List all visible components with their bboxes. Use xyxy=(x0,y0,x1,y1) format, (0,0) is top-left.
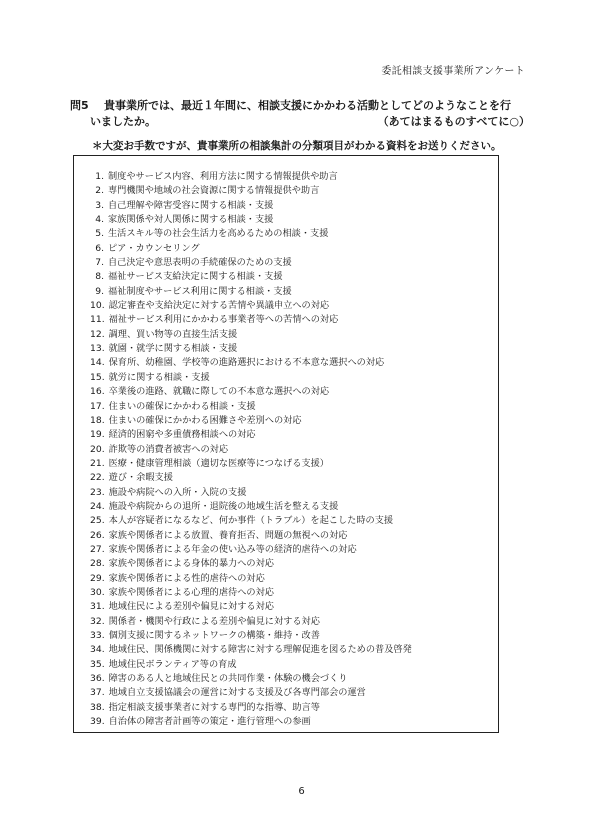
option-number: 16. xyxy=(90,386,105,398)
survey-header: 委託相談支援事業所アンケート xyxy=(381,66,525,77)
option-item[interactable] xyxy=(90,586,498,600)
question-block xyxy=(70,98,530,130)
option-number: 11. xyxy=(90,314,105,326)
page-number: 6 xyxy=(298,786,305,797)
option-number: 36. xyxy=(90,673,105,685)
option-number: 30. xyxy=(90,586,105,598)
option-text: 家族や関係者による性的虐待への対応 xyxy=(108,572,265,584)
option-text: 経済的困窮や多重債務相談への対応 xyxy=(108,429,256,441)
option-number: 19. xyxy=(90,429,105,441)
option-item[interactable] xyxy=(90,572,498,586)
option-item[interactable] xyxy=(90,457,498,471)
option-number: 5. xyxy=(95,228,104,240)
request-note: ＊大変お手数ですが、貴事業所の相談集計の分類項目がわかる資料をお送りください。 xyxy=(92,140,502,152)
option-item[interactable] xyxy=(90,529,498,543)
option-number: 29. xyxy=(90,572,105,584)
option-text: 家族や関係者による身体的暴力への対応 xyxy=(108,558,274,570)
option-number: 25. xyxy=(90,515,105,527)
option-number: 4. xyxy=(95,214,104,226)
option-item[interactable] xyxy=(90,715,498,729)
option-item[interactable] xyxy=(90,701,498,715)
option-text: 関係者・機関や行政による差別や偏見に対する対応 xyxy=(108,615,320,627)
option-number: 9. xyxy=(95,285,104,297)
option-item[interactable] xyxy=(90,615,498,629)
option-item[interactable] xyxy=(90,686,498,700)
option-text: 保育所、幼稚園、学校等の進路選択における不本意な選択への対応 xyxy=(108,357,385,369)
option-number: 12. xyxy=(90,328,105,340)
options-list xyxy=(74,156,498,729)
option-text: 卒業後の進路、就職に際しての不本意な選択への対応 xyxy=(108,386,330,398)
option-text: 自己理解や障害受容に関する相談・支援 xyxy=(108,199,274,211)
option-item[interactable] xyxy=(90,658,498,672)
option-item[interactable] xyxy=(90,371,498,385)
question-text-2: いましたか。 xyxy=(90,115,156,128)
option-number: 24. xyxy=(90,500,105,512)
option-number: 22. xyxy=(90,472,105,484)
option-number: 18. xyxy=(90,414,105,426)
option-text: 住まいの確保にかかわる困難さや差別への対応 xyxy=(108,414,302,426)
option-text: 遊び・余暇支援 xyxy=(108,472,173,484)
question-text-1: 貴事業所では、最近１年間に、相談支援にかかわる活動としてどのようなことを行 xyxy=(104,99,511,112)
question-line-2 xyxy=(70,114,530,130)
option-number: 37. xyxy=(90,687,105,699)
option-item[interactable] xyxy=(90,170,498,184)
option-text: 地域住民による差別や偏見に対する対応 xyxy=(108,601,274,613)
option-text: 自治体の障害者計画等の策定・進行管理への参画 xyxy=(108,716,311,728)
option-number: 6. xyxy=(95,242,104,254)
option-number: 35. xyxy=(90,658,105,670)
option-number: 15. xyxy=(90,371,105,383)
option-text: 家族や関係者による心理的虐待への対応 xyxy=(108,586,274,598)
option-number: 7. xyxy=(95,257,104,269)
option-text: 施設や病院への入所・入院の支援 xyxy=(108,486,247,498)
option-text: 専門機関や地域の社会資源に関する情報提供や助言 xyxy=(108,185,320,197)
option-text: 施設や病院からの退所・退院後の地域生活を整える支援 xyxy=(108,500,339,512)
option-item[interactable] xyxy=(90,242,498,256)
option-number: 20. xyxy=(90,443,105,455)
option-text: 福祉サービス支給決定に関する相談・支援 xyxy=(108,271,283,283)
option-item[interactable] xyxy=(90,629,498,643)
option-text: 本人が容疑者になるなど、何か事件（トラブル）を起こした時の支援 xyxy=(108,515,394,527)
option-item[interactable] xyxy=(90,471,498,485)
options-box xyxy=(73,155,499,733)
option-item[interactable] xyxy=(90,342,498,356)
option-text: 地域自立支援協議会の運営に対する支援及び各専門部会の運営 xyxy=(108,687,366,699)
option-item[interactable] xyxy=(90,414,498,428)
option-text: 就労に関する相談・支援 xyxy=(108,371,210,383)
option-item[interactable] xyxy=(90,672,498,686)
option-item[interactable] xyxy=(90,443,498,457)
question-instruction: （あてはまるものすべてに○） xyxy=(377,115,530,128)
option-text: 自己決定や意思表明の手続確保のための支援 xyxy=(108,257,292,269)
option-item[interactable] xyxy=(90,600,498,614)
option-number: 39. xyxy=(90,716,105,728)
option-item[interactable] xyxy=(90,643,498,657)
option-item[interactable] xyxy=(90,356,498,370)
option-item[interactable] xyxy=(90,184,498,198)
option-number: 28. xyxy=(90,558,105,570)
option-item[interactable] xyxy=(90,328,498,342)
option-number: 31. xyxy=(90,601,105,613)
option-number: 10. xyxy=(90,300,105,312)
option-number: 17. xyxy=(90,400,105,412)
option-item[interactable] xyxy=(90,213,498,227)
option-text: 住まいの確保にかかわる相談・支援 xyxy=(108,400,256,412)
option-text: 福祉制度やサービス利用に関する相談・支援 xyxy=(108,285,292,297)
option-number: 34. xyxy=(90,644,105,656)
option-text: 調理、買い物等の直接生活支援 xyxy=(108,328,238,340)
question-number: 問5 xyxy=(70,99,89,112)
option-item[interactable] xyxy=(90,385,498,399)
option-item[interactable] xyxy=(90,500,498,514)
option-text: 家族関係や対人関係に関する相談・支援 xyxy=(108,214,274,226)
option-number: 32. xyxy=(90,615,105,627)
option-text: 詐欺等の消費者被害への対応 xyxy=(108,443,229,455)
option-number: 13. xyxy=(90,343,105,355)
option-number: 23. xyxy=(90,486,105,498)
option-item[interactable] xyxy=(90,514,498,528)
option-number: 26. xyxy=(90,529,105,541)
option-text: 障害のある人と地域住民との共同作業・体験の機会づくり xyxy=(108,673,348,685)
option-item[interactable] xyxy=(90,256,498,270)
option-number: 33. xyxy=(90,630,105,641)
option-number: 14. xyxy=(90,357,105,369)
option-item[interactable] xyxy=(90,199,498,213)
option-text: 個別支援に関するネットワークの構築・維持・改善 xyxy=(108,630,320,641)
option-item[interactable] xyxy=(90,227,498,241)
option-text: 生活スキル等の社会生活力を高めるための相談・支援 xyxy=(108,228,329,240)
option-text: 家族や関係者による放置、養育拒否、問題の無視への対応 xyxy=(108,529,348,541)
option-item[interactable] xyxy=(90,313,498,327)
option-item[interactable] xyxy=(90,285,498,299)
option-text: 就園・就学に関する相談・支援 xyxy=(108,343,238,355)
option-text: 指定相談支援事業者に対する専門的な指導、助言等 xyxy=(108,701,320,713)
option-item[interactable] xyxy=(90,270,498,284)
option-text: ピア・カウンセリング xyxy=(108,242,200,254)
option-number: 8. xyxy=(95,271,104,283)
question-line-1 xyxy=(70,98,530,114)
option-text: 認定審査や支給決定に対する苦情や異議申立への対応 xyxy=(108,300,330,312)
option-text: 医療・健康管理相談（適切な医療等につなげる支援） xyxy=(108,457,329,469)
option-item[interactable] xyxy=(90,299,498,313)
option-text: 地域住民、関係機関に対する障害に対する理解促進を図るための普及啓発 xyxy=(108,644,412,656)
option-number: 3. xyxy=(95,199,104,211)
option-number: 38. xyxy=(90,701,105,713)
option-number: 21. xyxy=(90,457,105,469)
option-item[interactable] xyxy=(90,428,498,442)
option-text: 福祉サービス利用にかかわる事業者等への苦情への対応 xyxy=(108,314,339,326)
option-number: 27. xyxy=(90,543,105,555)
option-text: 家族や関係者による年金の使い込み等の経済的虐待への対応 xyxy=(108,543,357,555)
option-item[interactable] xyxy=(90,557,498,571)
option-item[interactable] xyxy=(90,486,498,500)
option-item[interactable] xyxy=(90,400,498,414)
option-item[interactable] xyxy=(90,543,498,557)
option-text: 地域住民ボランティア等の育成 xyxy=(108,658,237,670)
option-number: 2. xyxy=(95,185,104,197)
option-number: 1. xyxy=(95,171,104,182)
option-text: 制度やサービス内容、利用方法に関する情報提供や助言 xyxy=(108,171,338,182)
